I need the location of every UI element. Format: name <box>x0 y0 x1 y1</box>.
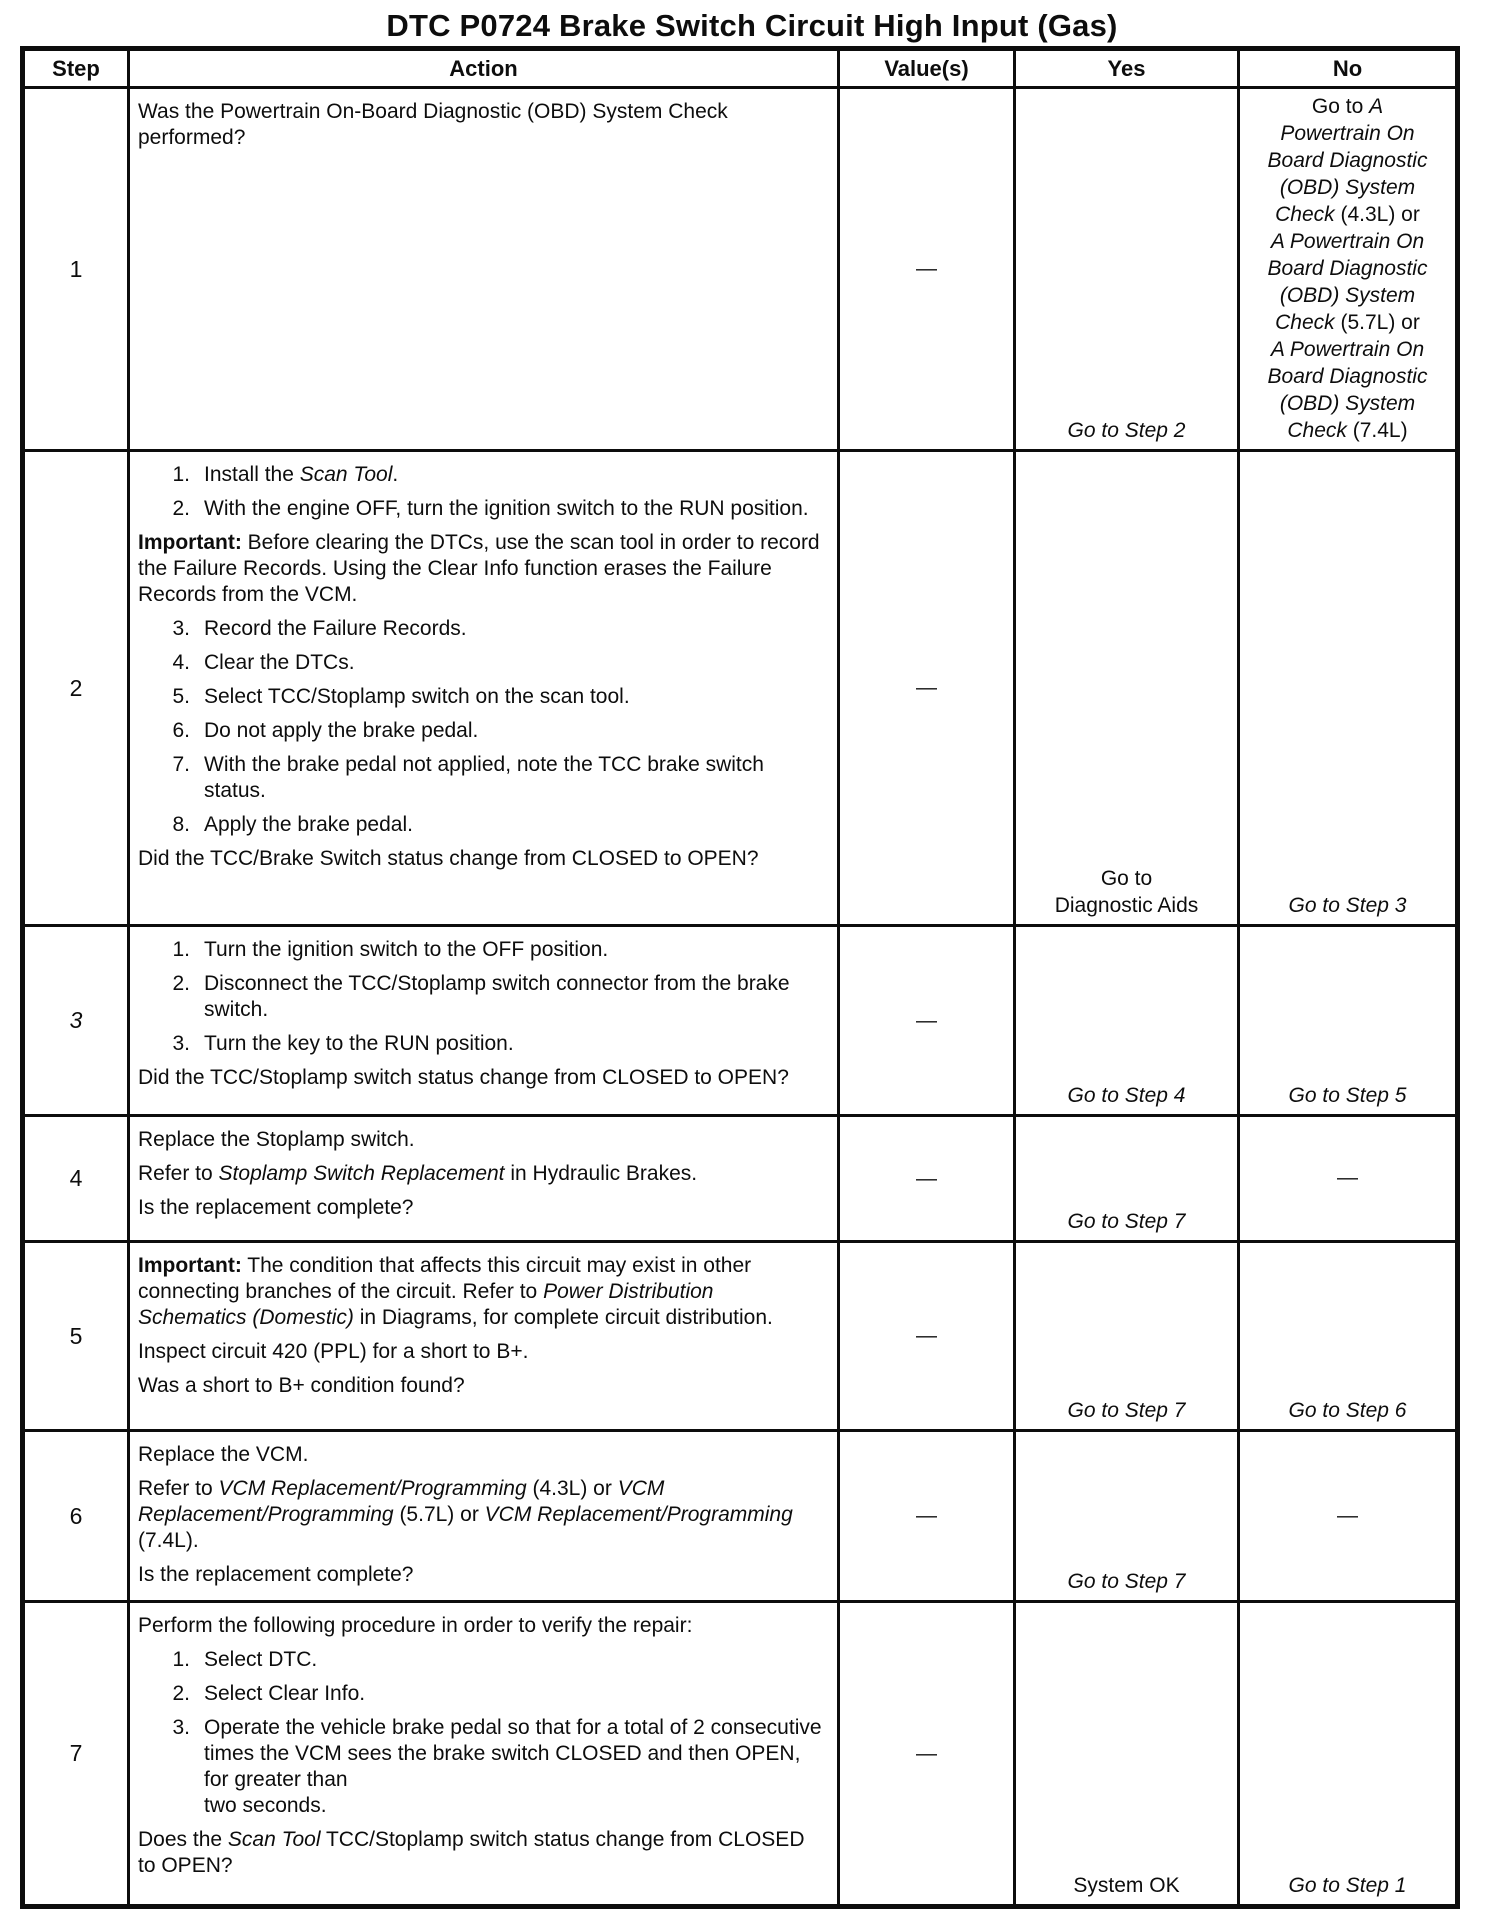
italic-text-run: Go to Step 7 <box>1067 1399 1186 1422</box>
paragraph <box>138 1195 827 1221</box>
yes-cell <box>1015 88 1239 451</box>
text-run: Disconnect the TCC/Stoplamp switch connector from the brake switch. <box>204 972 790 1021</box>
list-number: 2. <box>172 972 190 995</box>
text-run: Replace the VCM. <box>138 1443 309 1466</box>
italic-text-run: Power Distribution Schematics (Domestic) <box>138 1280 714 1329</box>
text-run: in Diagrams, for complete circuit distribution. <box>353 1306 773 1329</box>
list-item-text <box>204 937 827 963</box>
text-run: (4.3L) or <box>1334 203 1420 226</box>
italic-text-run: Go to Step 7 <box>1067 1570 1186 1593</box>
col-header-no: No <box>1239 49 1458 88</box>
italic-text-run: VCM Replacement/Programming <box>218 1477 527 1500</box>
text-run: Inspect circuit 420 (PPL) for a short to B+. <box>138 1340 529 1363</box>
text-run: Was a short to B+ condition found? <box>138 1374 465 1397</box>
col-header-step: Step <box>23 49 129 88</box>
no-cell <box>1239 1602 1458 1907</box>
numbered-step <box>138 937 827 963</box>
numbered-step <box>138 684 827 710</box>
table-row <box>23 1602 1458 1907</box>
paragraph <box>138 530 827 608</box>
col-header-values: Value(s) <box>839 49 1015 88</box>
header-row <box>23 49 1458 88</box>
list-number: 6. <box>172 719 190 742</box>
no-cell <box>1239 1242 1458 1431</box>
list-item-text <box>204 496 827 522</box>
numbered-step <box>138 1031 827 1057</box>
text-run: Did the TCC/Stoplamp switch status change from CLOSED to OPEN? <box>138 1066 789 1089</box>
yes-cell <box>1015 926 1239 1116</box>
text-run: The condition that affects this circuit may exist in other connecting branches of the circuit. Refer to <box>138 1254 752 1303</box>
text-run: in Hydraulic Brakes. <box>504 1162 698 1185</box>
list-item-text <box>204 1715 827 1819</box>
list-item-text <box>204 718 827 744</box>
value-cell: — <box>839 88 1015 451</box>
text-run: Perform the following procedure in order to verify the repair: <box>138 1614 693 1637</box>
list-item-text <box>204 752 827 804</box>
italic-text-run: A Powertrain On <box>1270 338 1425 361</box>
italic-text-run: Go to Step 2 <box>1067 419 1186 442</box>
no-cell <box>1239 926 1458 1116</box>
italic-text-run: (OBD) System <box>1279 392 1416 415</box>
value-cell: — <box>839 1431 1015 1602</box>
paragraph <box>138 1127 827 1153</box>
italic-text-run: Go to Step 3 <box>1288 894 1407 917</box>
text-run: Refer to <box>138 1477 219 1500</box>
action-cell <box>129 1242 839 1431</box>
italic-text-run: (OBD) System <box>1279 284 1416 307</box>
text-run: (4.3L) or <box>526 1477 618 1500</box>
table-row <box>23 1116 1458 1242</box>
text-run: Install the <box>204 463 300 486</box>
text-run: Turn the key to the RUN position. <box>204 1032 514 1055</box>
text-run: (5.7L) or <box>393 1503 485 1526</box>
list-item-text <box>204 462 827 488</box>
numbered-step <box>138 616 827 642</box>
table-row <box>23 1242 1458 1431</box>
dtc-p0724-diagnostic-table <box>20 46 1460 1909</box>
italic-text-run: Board Diagnostic <box>1267 257 1428 280</box>
value-cell: — <box>839 451 1015 926</box>
text-run: TCC/Stoplamp switch status change from CLOSED to OPEN? <box>138 1828 805 1877</box>
italic-text-run: VCM Replacement/Programming <box>138 1477 665 1526</box>
text-run: With the engine OFF, turn the ignition switch to the RUN position. <box>204 497 809 520</box>
list-item-text <box>204 650 827 676</box>
step-cell: 7 <box>23 1602 129 1907</box>
text-run: System OK <box>1073 1874 1180 1897</box>
italic-text-run: Go to Step 6 <box>1288 1399 1407 1422</box>
text-run: — <box>1337 1166 1358 1189</box>
text-run: Select DTC. <box>204 1648 318 1671</box>
numbered-step <box>138 752 827 804</box>
list-number: 3. <box>172 1716 190 1739</box>
list-number: 2. <box>172 1682 190 1705</box>
yes-cell <box>1015 1116 1239 1242</box>
numbered-step <box>138 1681 827 1707</box>
action-cell <box>129 451 839 926</box>
paragraph <box>138 1476 827 1554</box>
value-cell: — <box>839 1116 1015 1242</box>
list-number: 2. <box>172 497 190 520</box>
text-run: — <box>1337 1503 1358 1527</box>
bold-text-run: Important: <box>138 1254 242 1277</box>
numbered-step <box>138 1715 827 1819</box>
col-header-yes: Yes <box>1015 49 1239 88</box>
text-run: Does the <box>138 1828 228 1851</box>
numbered-step <box>138 496 827 522</box>
action-cell <box>129 88 839 451</box>
italic-text-run: Scan Tool <box>227 1828 321 1851</box>
action-cell <box>129 1431 839 1602</box>
yes-cell <box>1015 1431 1239 1602</box>
table-row <box>23 1431 1458 1602</box>
text-run: Select TCC/Stoplamp switch on the scan tool. <box>204 685 630 708</box>
numbered-step <box>138 1647 827 1673</box>
text-run: . <box>392 463 399 486</box>
paragraph <box>138 846 827 872</box>
list-number: 1. <box>172 1648 190 1671</box>
step-cell: 6 <box>23 1431 129 1602</box>
text-run: Refer to <box>138 1162 219 1185</box>
yes-cell <box>1015 1242 1239 1431</box>
italic-text-run: Go to Step 7 <box>1067 1210 1186 1233</box>
text-run: Was the Powertrain On-Board Diagnostic (OBD) System Check performed? <box>138 100 728 149</box>
paragraph <box>138 1562 827 1588</box>
step-cell: 3 <box>23 926 129 1116</box>
paragraph <box>138 1161 827 1187</box>
list-item-text <box>204 684 827 710</box>
step-cell: 2 <box>23 451 129 926</box>
text-run: Go to <box>1100 867 1153 890</box>
italic-text-run: Go to Step 5 <box>1288 1084 1407 1107</box>
yes-cell <box>1015 1602 1239 1907</box>
text-run: Is the replacement complete? <box>138 1196 414 1219</box>
step-cell: 1 <box>23 88 129 451</box>
bold-text-run: Important: <box>138 531 242 554</box>
list-item-text <box>204 1647 827 1673</box>
text-run: (7.4L). <box>138 1529 199 1552</box>
italic-text-run: VCM Replacement/Programming <box>484 1503 793 1526</box>
italic-text-run: Check <box>1275 203 1335 226</box>
list-number: 3. <box>172 1032 190 1055</box>
list-item-text <box>204 1031 827 1057</box>
italic-text-run: Scan Tool <box>299 463 393 486</box>
text-run: Clear the DTCs. <box>204 651 355 674</box>
text-run: Record the Failure Records. <box>204 617 467 640</box>
numbered-step <box>138 462 827 488</box>
list-item-text <box>204 1681 827 1707</box>
yes-cell <box>1015 451 1239 926</box>
italic-text-run: Board Diagnostic <box>1267 365 1428 388</box>
paragraph <box>138 1253 827 1331</box>
text-run: Turn the ignition switch to the OFF position. <box>204 938 609 961</box>
list-item-text <box>204 616 827 642</box>
list-number: 4. <box>172 651 190 674</box>
value-cell: — <box>839 1602 1015 1907</box>
no-cell <box>1239 1431 1458 1602</box>
text-run: Replace the Stoplamp switch. <box>138 1128 415 1151</box>
value-cell: — <box>839 1242 1015 1431</box>
numbered-step <box>138 718 827 744</box>
text-run: two seconds. <box>204 1794 327 1817</box>
step-cell: 4 <box>23 1116 129 1242</box>
text-run: Diagnostic Aids <box>1054 894 1199 917</box>
text-run: Did the TCC/Brake Switch status change from CLOSED to OPEN? <box>138 847 759 870</box>
italic-text-run: Check <box>1275 311 1335 334</box>
action-cell <box>129 1116 839 1242</box>
paragraph <box>138 1065 827 1091</box>
text-run: With the brake pedal not applied, note the TCC brake switch status. <box>204 753 764 802</box>
italic-text-run: (OBD) System <box>1279 176 1416 199</box>
italic-text-run: A Powertrain On <box>1270 230 1425 253</box>
col-header-action: Action <box>129 49 839 88</box>
italic-text-run: Powertrain On <box>1280 122 1415 145</box>
action-cell <box>129 1602 839 1907</box>
text-run: Go to <box>1311 95 1370 118</box>
italic-text-run: Go to Step 1 <box>1288 1874 1407 1897</box>
paragraph <box>138 1339 827 1365</box>
italic-text-run: A <box>1369 95 1384 118</box>
text-run: Before clearing the DTCs, use the scan tool in order to record the Failure Records. Using the Clear Info function erases the Failure Records from the VCM. <box>138 531 820 606</box>
numbered-step <box>138 812 827 838</box>
italic-text-run: Board Diagnostic <box>1267 149 1428 172</box>
text-run: Select Clear Info. <box>204 1682 366 1705</box>
list-number: 1. <box>172 938 190 961</box>
list-number: 5. <box>172 685 190 708</box>
text-run: Do not apply the brake pedal. <box>204 719 479 742</box>
paragraph <box>138 1613 827 1639</box>
text-run: Operate the vehicle brake pedal so that for a total of 2 consecutive times the VCM sees the brake switch CLOSED and then OPEN, for greater than <box>204 1716 822 1791</box>
italic-text-run: Go to Step 4 <box>1067 1084 1186 1107</box>
action-cell <box>129 926 839 1116</box>
text-run: Apply the brake pedal. <box>204 813 413 836</box>
text-run: Is the replacement complete? <box>138 1563 414 1586</box>
italic-text-run: Check <box>1287 419 1347 442</box>
text-run: (7.4L) <box>1346 419 1408 442</box>
no-cell <box>1239 1116 1458 1242</box>
italic-text-run: Stoplamp Switch Replacement <box>218 1162 505 1185</box>
list-number: 8. <box>172 813 190 836</box>
numbered-step <box>138 971 827 1023</box>
table-row <box>23 926 1458 1116</box>
value-cell: — <box>839 926 1015 1116</box>
paragraph <box>138 1373 827 1399</box>
paragraph <box>138 1827 827 1879</box>
list-number: 3. <box>172 617 190 640</box>
table-row <box>23 88 1458 451</box>
list-item-text <box>204 971 827 1023</box>
list-number: 1. <box>172 463 190 486</box>
paragraph <box>138 99 827 151</box>
text-run: (5.7L) or <box>1334 311 1420 334</box>
list-item-text <box>204 812 827 838</box>
numbered-step <box>138 650 827 676</box>
page-title: DTC P0724 Brake Switch Circuit High Input (Gas) <box>386 8 1118 43</box>
paragraph <box>138 1442 827 1468</box>
step-cell: 5 <box>23 1242 129 1431</box>
no-cell <box>1239 88 1458 451</box>
no-cell <box>1239 451 1458 926</box>
table-row <box>23 451 1458 926</box>
list-number: 7. <box>172 753 190 776</box>
